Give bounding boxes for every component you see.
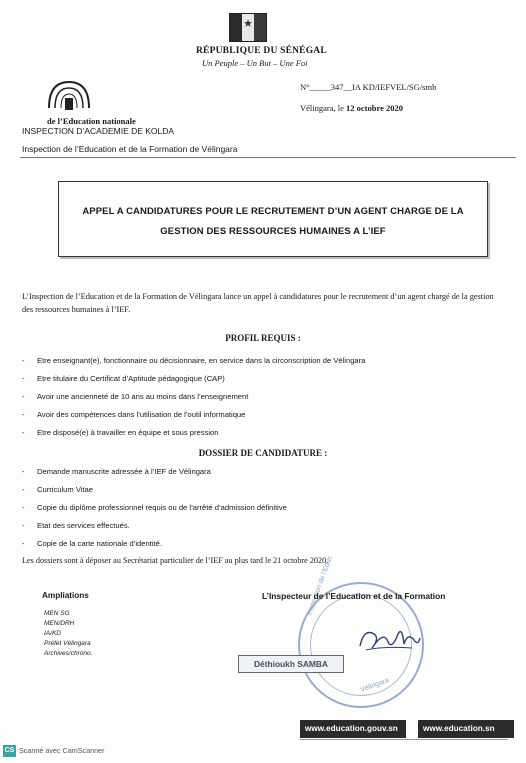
list-item: - Avoir des compétences dans l’utilisation de l’outil informatique [22, 410, 246, 419]
ampliation-item: Préfet Vélingara [44, 640, 91, 647]
footer-divider [300, 739, 508, 740]
title-box [58, 181, 488, 257]
ampliation-item: Archives/chrono. [44, 650, 93, 657]
list-item: - Etre disposé(e) à travailler en équipe et sous pression [22, 428, 219, 437]
camscanner-text: Scanné avec CamScanner [19, 746, 105, 755]
profil-heading: PROFIL REQUIS : [225, 333, 301, 343]
ampliations-heading: Ampliations [42, 591, 89, 600]
list-item: - Curriculum Vitae [22, 485, 93, 494]
footer-url-sn[interactable]: www.education.sn [418, 720, 514, 738]
document-date [300, 103, 403, 113]
senegal-flag-icon [229, 13, 267, 42]
national-motto: Un Peuple – Un But – Une Foi [202, 58, 308, 68]
footer-url-gouv[interactable]: www.education.gouv.sn [300, 720, 406, 738]
dossier-list [22, 466, 287, 556]
signature-icon [354, 620, 424, 660]
ampliation-item: IA/KD [44, 630, 61, 637]
signer-title: L’Inspecteur de l’Education et de la Formation [262, 591, 446, 601]
dossier-heading: DOSSIER DE CANDIDATURE : [198, 448, 328, 458]
title-line-2: GESTION DES RESSOURCES HUMAINES A L’IEF [160, 226, 386, 237]
ampliation-item: MEN/DRH [44, 620, 75, 627]
ampliation-item: MEN SG [44, 610, 70, 617]
academy-inspection: INSPECTION D’ACADEMIE DE KOLDA [22, 126, 175, 136]
ministry-name: de l’Education nationale [47, 116, 136, 126]
list-item: - Avoir une ancienneté de 10 ans au moins dans l’enseignement [22, 392, 249, 401]
date-prefix: Vélingara, le [300, 103, 344, 113]
stamp-text-bottom: Vélingara [359, 677, 390, 694]
signer-name: Déthioukh SAMBA [238, 655, 344, 673]
list-item: - Etat des services effectués. [22, 521, 130, 530]
star-icon: ★ [243, 17, 253, 30]
intro-paragraph: L’Inspection de l’Education et de la Formation de Vélingara lance un appel à candidatures pour le recrutement d’un agent chargé de la gestion des ressources humaines à l’IEF. [22, 292, 494, 314]
list-item: - Etre titulaire du Certificat d’Aptitude pédagogique (CAP) [22, 374, 225, 383]
ministry-logo-icon [45, 78, 93, 114]
deadline-text: Les dossiers sont à déposer au Secrétariat particulier de l’IEF au plus tard le 21 octobre 2020. [22, 556, 329, 565]
ief-name: Inspection de l’Education et de la Formation de Vélingara [22, 144, 238, 154]
profil-list [22, 355, 365, 445]
list-item: - Copie de la carte nationale d’identité. [22, 539, 162, 548]
list-item: - Copie du diplôme professionnel requis ou de l’arrêté d’admission définitive [22, 503, 287, 512]
republic-heading: RÉPUBLIQUE DU SÉNÉGAL [196, 46, 327, 56]
camscanner-logo-icon: CS [3, 745, 16, 757]
date-value: 12 octobre 2020 [346, 103, 404, 113]
ampliations-list [44, 609, 92, 659]
reference-number: N°_____347__IA KD/IEFVEL/SG/smb [300, 82, 437, 92]
list-item: - Etre enseignant(e), fonctionnaire ou décisionnaire, en service dans la circonscription de Vélingara [22, 356, 366, 365]
list-item: - Demande manuscrite adressée à l’IEF de Vélingara [22, 467, 211, 476]
header-divider [20, 157, 516, 158]
stamp-text-top: Inspection de l’Educ [306, 555, 335, 617]
title-line-1: APPEL A CANDIDATURES POUR LE RECRUTEMENT D’UN AGENT CHARGE DE LA [82, 206, 464, 217]
